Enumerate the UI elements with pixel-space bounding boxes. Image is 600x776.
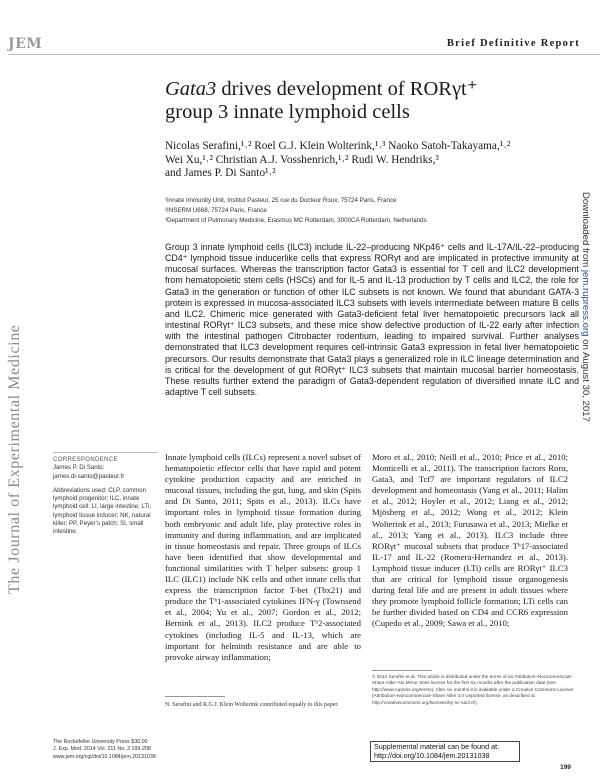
license-notice — [372, 670, 582, 706]
body-column-left: Innate lymphoid cells (ILCs) represent a novel subset of hematopoietic effector cells that have rapid and potent cytokine production capacity and are enriched in mucosal tissues, including the gut, lung, and skin (Spits and Di Santo, 2011; Spits et al., 2013). ILCs have important roles in lymphoid tissue formation during both embryonic and adult life, play protective roles in immunity and during inflammation, and are implicated in tissue homeostasis and repair. Three groups of ILCs have been identified that show developmental and functional similarities with T helper subsets: group 1 ILC (ILC1) include NK cells and other innate cells that express the transcription factor T-bet (Tbx21) and produce the Tʰ1-associated cytokines IFN-γ (Townsend et al., 2004; Yu et al., 2007; Gordon et al., 2012; Bernink et al., 2013). ILC2 produce Tʰ2-associated cytokines (including IL-5 and IL-13, which are important for helminth resistance and are able to provoke airway inflammation; — [165, 452, 361, 662]
download-site-link[interactable]: jem.rupress.org — [580, 269, 591, 337]
title-line1: drives development of RORγt⁺ — [216, 78, 478, 100]
author-footnote — [165, 696, 361, 709]
authors-line-3: and James P. Di Santo¹˒² — [165, 167, 276, 179]
download-prefix: Downloaded from — [580, 192, 591, 270]
citation-line: J. Exp. Med. 2014 Vol. 211 No. 2 199-208 — [53, 746, 151, 753]
article-title — [165, 78, 585, 124]
correspondence-email[interactable]: james.di-santo@pasteur.fr — [53, 472, 125, 480]
doi-line[interactable]: www.jem.org/cgi/doi/10.1084/jem.20131038 — [53, 753, 156, 760]
header-rule — [8, 54, 600, 55]
footnote-rule — [165, 696, 225, 697]
author-list — [165, 140, 585, 181]
correspondence-name: James P. Di Santo: — [53, 464, 105, 472]
footnote-text: N. Serafini and R.G.J. Klein Wolterink contributed equally to this paper. — [165, 702, 339, 708]
journal-logo: JEM — [8, 36, 43, 52]
supplemental-link[interactable]: http://doi.org/10.1084/jem.20131038 — [374, 750, 490, 760]
title-gene: Gata3 — [165, 78, 217, 100]
license-text: © 2014 Serafini et al. This article is distributed under the terms of an Attribution–Noncommercial–Share Alike–No Mirror Sites license for the first six months after the publication date (see http://www.rupress.org/terms). After six months it is available under a Creative Commons License (Attribution–Noncommercial–Share Alike 3.0 Unported license, as described at http://creativecommons.org/licenses/by-nc-sa/3.0/). — [372, 674, 574, 705]
authors-line-2: Wei Xu,¹˒² Christian A.J. Vosshenrich,¹˒² Rudi W. Hendriks,³ — [165, 153, 439, 166]
journal-name-vertical — [2, 240, 26, 600]
download-date: on August 30, 2017 — [580, 339, 591, 422]
title-line2: group 3 innate lymphoid cells — [165, 101, 410, 123]
publisher-line: The Rockefeller University Press $30.00 — [53, 739, 148, 745]
correspondence-label: CORRESPONDENCE — [53, 456, 118, 463]
license-rule — [372, 670, 432, 671]
abbreviations: Abbreviations used: CLP, common lymphoid progenitor; ILC, innate lymphoid cell; LI, large intestine; LTi, lymphoid tissue inducer; NK, natural killer; PP, Peyer’s patch; SI, small intestine. — [53, 486, 151, 536]
correspondence-box — [53, 452, 157, 537]
svg-text:Downloaded from jem.rup — [580, 192, 591, 422]
affiliation-2: ²INSERM U668, 75724 Paris, France — [165, 207, 267, 214]
affiliation-1: ¹Innate Immunity Unit, Institut Pasteur, 25 rue du Docteur Roux, 75724 Paris, France — [165, 197, 397, 204]
article-type-label: Brief Definitive Report — [446, 38, 580, 49]
supplemental-material-box — [370, 741, 520, 762]
supplemental-label: Supplemental material can be found at: — [374, 742, 500, 751]
authors-line-1: Nicolas Serafini,¹˒² Roel G.J. Klein Wolterink,¹˒³ Naoko Satoh-Takayama,¹˒² — [165, 140, 511, 152]
body-column-right: Moro et al., 2010; Neill et al., 2010; Price et al., 2010; Monticelli et al., 2011). The transcription factors Rorα, Gata3, and Tcf7 are important regulators of ILC2 development and homeostasis (Yang et al., 2011; Halim et al., 2012; Hoyler et al., 2012; Liang et al., 2012; Mjösberg et al., 2012; Wong et al., 2012; Klein Wolterink et al., 2013; Furusawa et al., 2013; Mielke et al., 2013; Yang et al., 2013). ILC3 include three RORγt⁺ mucosal subsets that produce Tʰ17-associated IL-17 and IL-22 (Romera-Hernandez et al., 2013). Lymphoid tissue inducer (LTi) cells are RORγt⁺ ILC3 that are critical for lymphoid tissue organogenesis during fetal life and are present in adult tissues where they promote lymphoid follicle formation; LTi cells can be further divided based on CD4 and CCR6 expression (Cupedo et al., 2009; Sawa et al., 2010; — [372, 452, 568, 629]
affiliation-3: ³Department of Pulmonary Medicine, Erasmus MC Rotterdam, 3000CA Rotterdam, Netherlands — [165, 217, 427, 224]
correspondence-rule — [53, 452, 157, 453]
abstract: Group 3 innate lymphoid cells (ILC3) include IL-22–producing NKp46⁺ cells and IL-17A/IL-22–producing CD4⁺ lymphoid tissue inducerlike cells that express RORγt and are implicated in protective immunity at mucosal surfaces. Whereas the transcription factor Gata3 is essential for T cell and ILC2 development from hematopoietic stem cells (HSCs) and for IL-5 and IL-13 production by T cells and ILC2, the role for Gata3 in the generation or function of other ILC subsets is not known. We found that abundant GATA-3 protein is expressed in mucosa-associated ILC3 subsets with levels intermediate between mature B cells and ILC2. Chimeric mice generated with Gata3-deficient fetal liver hematopoietic precursors lack all intestinal RORγt⁺ ILC3 subsets, and these mice show defective production of IL-22 early after infection with the intestinal pathogen Citrobacter rodentium, leading to impaired survival. Further analyses demonstrated that ILC3 development requires cell-intrinsic Gata3 expression in fetal liver hematopoietic precursors. Our results demonstrate that Gata3 plays a generalized role in ILC lineage determination and is critical for the development of gut RORγt⁺ ILC3 subsets that maintain mucosal barrier homeostasis. These results further extend the paradigm of Gata3-dependent regulation of diversified innate ILC and adaptive T cell subsets. — [165, 242, 579, 398]
publisher-footer — [53, 739, 313, 761]
affiliations — [165, 196, 585, 226]
journal-name-text: The Journal of Experimental Medicine — [6, 324, 23, 594]
page-number: 199 — [560, 764, 571, 771]
